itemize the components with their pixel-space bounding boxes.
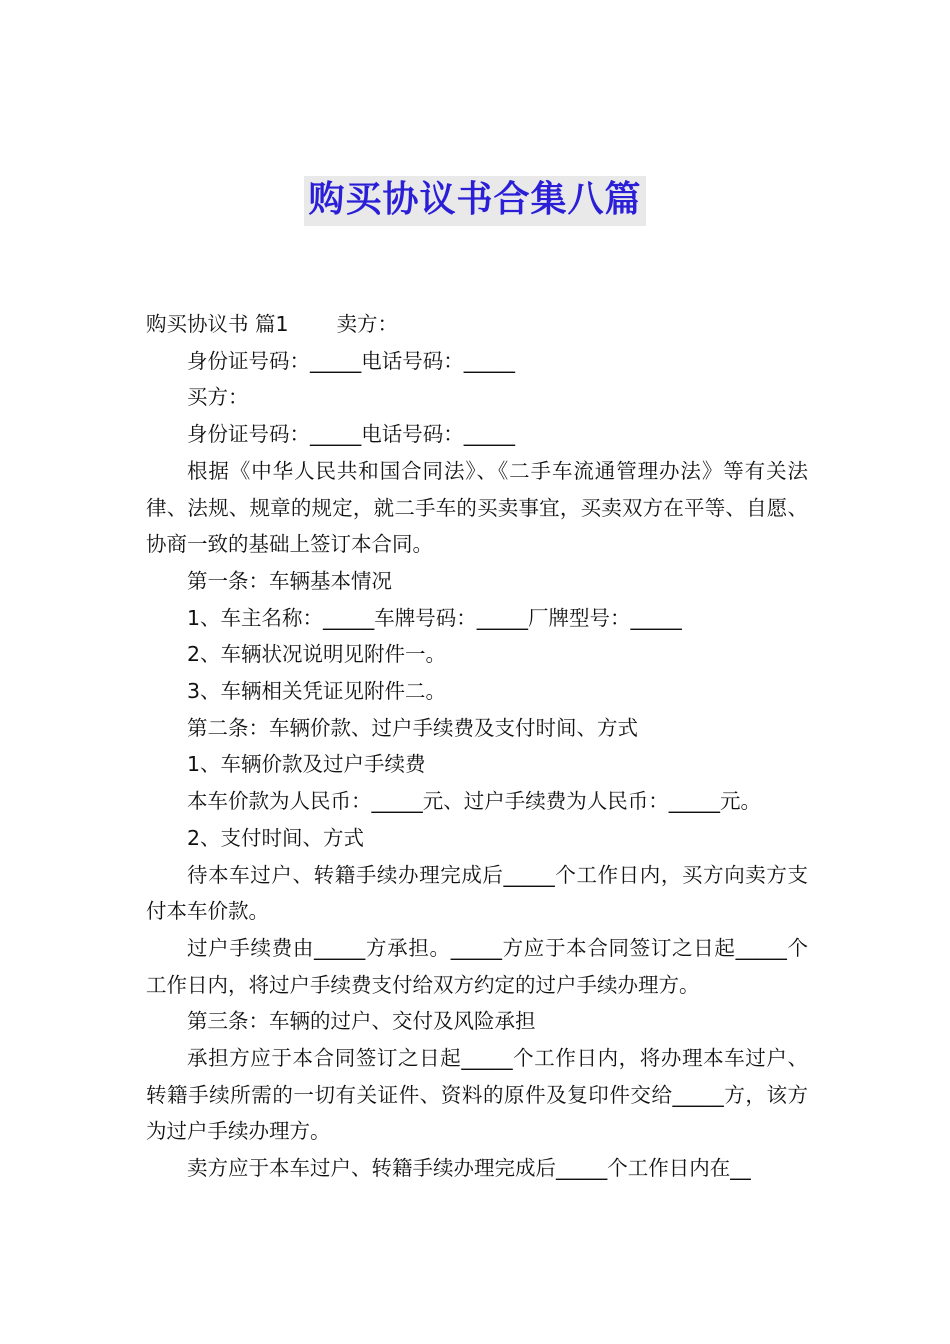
document-body xyxy=(146,306,808,1187)
section-header-line xyxy=(146,306,808,343)
buyer-id-line: 身份证号码：_____电话号码：_____ xyxy=(187,422,515,447)
paragraph: 1、车主名称：_____车牌号码：_____厂牌型号：_____ xyxy=(187,605,682,630)
paragraph: 过户手续费由_____方承担。_____方应于本合同签订之日起_____个工作日内，将过户手续费支付给双方约定的过户手续办理方。 xyxy=(146,935,808,997)
section-label: 购买协议书 篇1 xyxy=(146,312,289,336)
article-heading: 第三条：车辆的过户、交付及风险承担 xyxy=(187,1009,536,1034)
paragraph: 承担方应于本合同签订之日起_____个工作日内，将办理本车过户、转籍手续所需的一切有关证件、资料的原件及复印件交给_____方，该方为过户手续办理方。 xyxy=(146,1046,808,1144)
paragraph: 2、车辆状况说明见附件一。 xyxy=(187,642,447,667)
paragraph: 本车价款为人民币：_____元、过户手续费为人民币：_____元。 xyxy=(187,789,761,814)
title-container xyxy=(0,176,950,226)
paragraph: 待本车过户、转籍手续办理完成后_____个工作日内，买方向卖方支付本车价款。 xyxy=(146,862,808,924)
paragraph: 2、支付时间、方式 xyxy=(187,825,365,850)
document-title: 购买协议书合集八篇 xyxy=(304,176,645,226)
seller-id-line: 身份证号码：_____电话号码：_____ xyxy=(187,348,515,373)
article-heading: 第一条：车辆基本情况 xyxy=(187,568,392,593)
paragraph-legal-basis: 根据《中华人民共和国合同法》、《二手车流通管理办法》等有关法律、法规、规章的规定，就二手车的买卖事宜，买卖双方在平等、自愿、协商一致的基础上签订本合同。 xyxy=(146,458,808,557)
paragraph: 1、车辆价款及过户手续费 xyxy=(187,752,426,777)
paragraph: 卖方应于本车过户、转籍手续办理完成后_____个工作日内在__ xyxy=(187,1156,751,1181)
article-heading: 第二条：车辆价款、过户手续费及支付时间、方式 xyxy=(187,715,638,740)
buyer-label: 买方： xyxy=(187,385,249,410)
seller-label: 卖方： xyxy=(336,312,399,336)
paragraph: 3、车辆相关凭证见附件二。 xyxy=(187,679,447,704)
